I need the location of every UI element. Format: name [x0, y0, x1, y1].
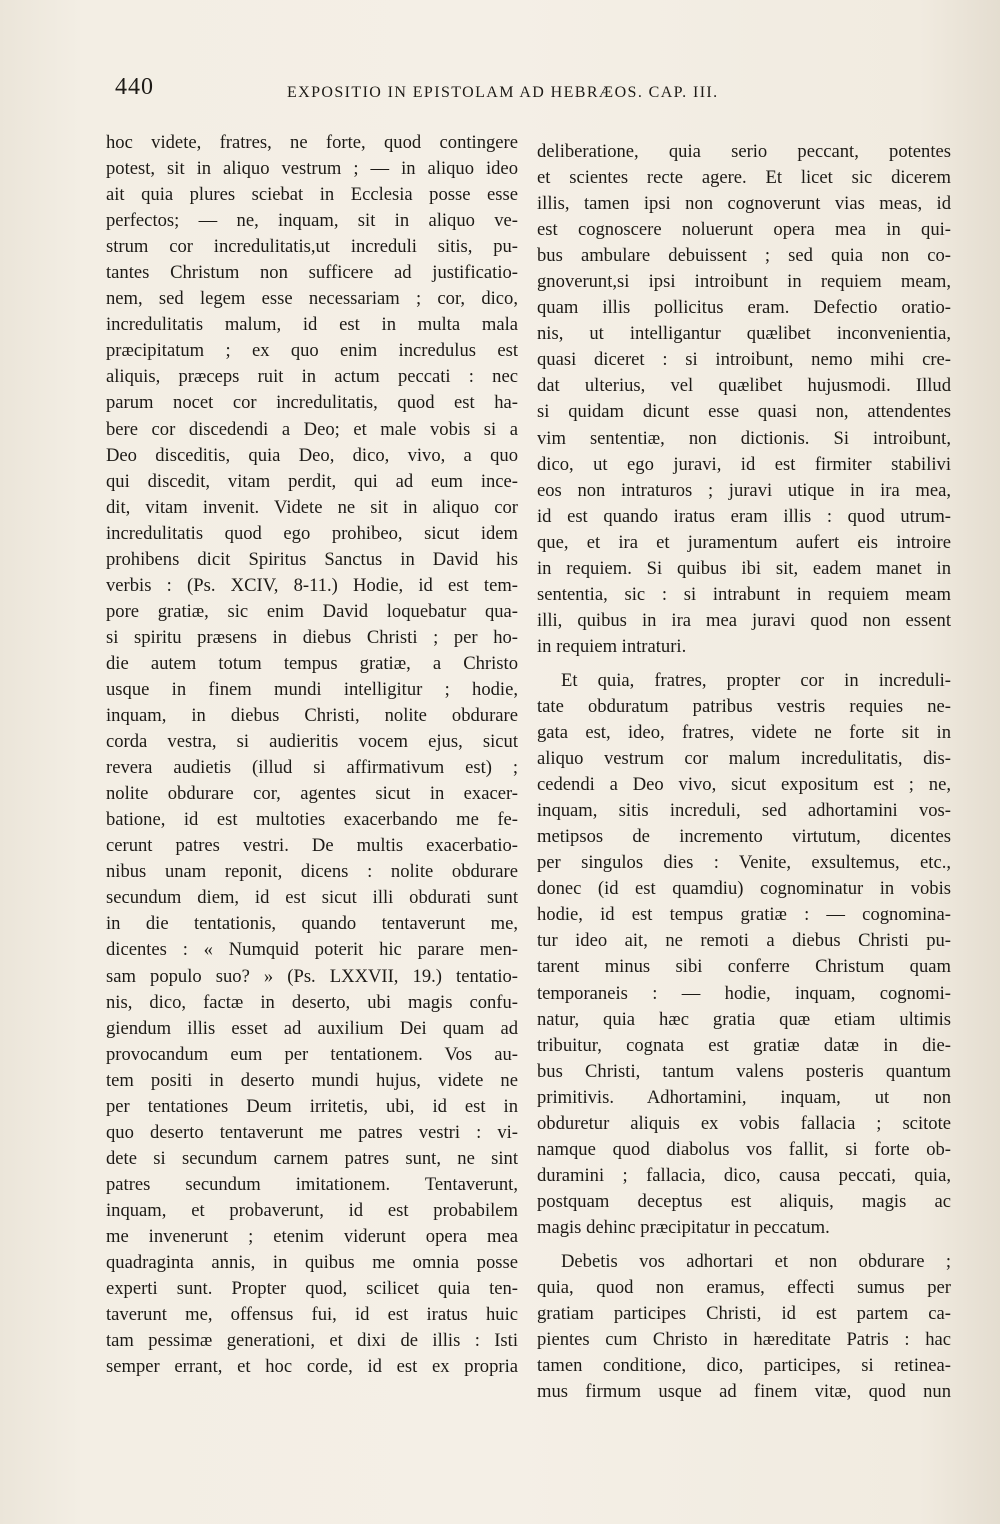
- text-line: si spiritu præsens in diebus Christi ; per ho-: [106, 626, 518, 648]
- text-line: nis, ut intelligantur quælibet inconvenientia,: [537, 323, 951, 345]
- text-line: giendum illis esset ad auxilium Dei quam ad: [106, 1017, 518, 1039]
- text-line: Et quia, fratres, propter cor in increduli-: [561, 669, 951, 691]
- text-line: primitivis. Adhortamini, inquam, ut non: [537, 1086, 951, 1108]
- text-line: inquam, et probaverunt, id est probabilem: [106, 1199, 518, 1221]
- text-line: bere cor discedendi a Deo; et male vobis si a: [106, 418, 518, 440]
- text-line: tribuitur, cognata est gratiæ datæ in die-: [537, 1034, 951, 1056]
- text-line: tur ideo ait, ne remoti a diebus Christi pu-: [537, 930, 951, 952]
- text-line: si quidam dicunt esse quasi non, attendentes: [537, 401, 951, 423]
- text-line: tate obduratum patribus vestris requies ne-: [537, 695, 951, 717]
- text-line: revera audietis (illud si affirmativum est) ;: [106, 757, 518, 779]
- text-line: semper errant, et hoc corde, id est ex propria: [106, 1356, 518, 1378]
- text-line: pientes cum Christo in hæreditate Patris : hac: [537, 1329, 951, 1351]
- text-line: nis, dico, factæ in deserto, ubi magis confu-: [106, 991, 518, 1013]
- text-line: sententia, sic : si intrabunt in requiem meam: [537, 583, 951, 605]
- text-line: obduretur aliquis ex vobis fallacia ; scitote: [537, 1112, 951, 1134]
- text-line: nolite obdurare cor, agentes sicut in exacer-: [106, 783, 518, 805]
- text-line: aliquo vestrum cor malum incredulitatis, dis-: [537, 748, 951, 770]
- text-line: temporaneis : — hodie, inquam, cognomi-: [537, 982, 951, 1004]
- text-line: bus ambulare debuissent ; sed quia non co-: [537, 245, 951, 267]
- text-line: dat ulterius, vel quælibet hujusmodi. Illud: [537, 375, 951, 397]
- text-line: per tentationes Deum irritetis, ubi, id est in: [106, 1095, 518, 1117]
- text-line: hoc videte, fratres, ne forte, quod contingere: [106, 132, 518, 153]
- text-line: inquam, in diebus Christi, nolite obdurare: [106, 705, 518, 727]
- text-line: namque quod diabolus vos fallit, si forte ob-: [537, 1138, 951, 1160]
- text-line: die autem totum tempus gratiæ, a Christo: [106, 652, 518, 674]
- text-line: hodie, id est tempus gratiæ : — cognomina-: [537, 904, 951, 926]
- text-line: præcipitatum ; ex quo enim incredulus est: [106, 340, 518, 362]
- text-line: incredulitatis quod ego prohibeo, sicut idem: [106, 522, 518, 544]
- text-line: corda vestra, si audieritis vocem ejus, sicut: [106, 731, 518, 753]
- text-line: me invenerunt ; etenim viderunt opera mea: [106, 1225, 518, 1247]
- text-line: gata est, ideo, fratres, videte ne forte sit in: [537, 722, 951, 744]
- text-line: patres secundum imitationem. Tentaverunt,: [106, 1173, 518, 1195]
- text-line: cedendi a Deo vivo, sicut expositum est ; ne,: [537, 774, 951, 796]
- text-line: ait quia plures sciebat in Ecclesia posse esse: [106, 184, 518, 206]
- text-line: tarent minus sibi conferre Christum quam: [537, 956, 951, 978]
- text-line: tem positi in deserto mundi hujus, videte ne: [106, 1069, 518, 1091]
- text-line: que, et ira et juramentum aufert eis introire: [537, 531, 951, 553]
- paragraph-gap: [537, 660, 951, 668]
- text-line: metipsos de incremento virtutum, dicentes: [537, 826, 951, 848]
- text-line: illis, tamen ipsi non cognoverunt vias meas, id: [537, 193, 951, 215]
- text-line: gnoverunt,si ipsi introibunt in requiem meam,: [537, 271, 951, 293]
- text-line: quam illis pollicitus eram. Defectio oratio-: [537, 297, 951, 319]
- text-line: deliberatione, quia serio peccant, potentes: [537, 141, 951, 162]
- text-line: verbis : (Ps. XCIV, 8-11.) Hodie, id est tem-: [106, 574, 518, 596]
- text-line: eos non intraturos ; juravi utique in ira mea,: [537, 479, 951, 501]
- text-line: usque in finem mundi intelligitur ; hodie,: [106, 678, 518, 700]
- page-header: [115, 74, 795, 114]
- text-line: in requiem. Si quibus ibi sit, eadem manet in: [537, 557, 951, 579]
- text-line: experti sunt. Propter quod, scilicet quia ten-: [106, 1278, 518, 1300]
- left-column: [106, 130, 518, 1380]
- text-line: qui discedit, vitam perdit, qui ad eum ince-: [106, 470, 518, 492]
- text-line: id est quando iratus eram illis : quod utrum-: [537, 505, 951, 527]
- text-line: quadraginta annis, in quibus me omnia posse: [106, 1252, 518, 1274]
- text-line: tamen conditione, dico, participes, si retinea-: [537, 1355, 951, 1377]
- text-line: sam populo suo? » (Ps. LXXVII, 19.) tentatio-: [106, 965, 518, 987]
- text-line: in requiem intraturi.: [537, 635, 687, 657]
- text-line: strum cor incredulitatis,ut increduli sitis, pu-: [106, 236, 518, 258]
- text-line: inquam, sitis increduli, sed adhortamini vos-: [537, 800, 951, 822]
- text-line: incredulitatis malum, id est in multa mala: [106, 314, 518, 336]
- text-line: dit, vitam invenit. Videte ne sit in aliquo cor: [106, 496, 518, 518]
- text-line: mus firmum usque ad finem vitæ, quod nun: [537, 1381, 951, 1403]
- text-line: quasi diceret : si introibunt, nemo mihi cre-: [537, 349, 951, 371]
- text-line: tantes Christum non sufficere ad justificatio-: [106, 262, 518, 284]
- text-line: natur, quia hæc gratia quæ etiam ultimis: [537, 1008, 951, 1030]
- text-line: in die tentationis, quando tentaverunt me,: [106, 913, 518, 935]
- page-number: 440: [115, 74, 154, 100]
- text-line: potest, sit in aliquo vestrum ; — in aliquo ideo: [106, 158, 518, 180]
- text-line: per singulos dies : Venite, exsultemus, etc.,: [537, 852, 951, 874]
- text-line: tam pessimæ generationi, et dixi de illis : Isti: [106, 1330, 518, 1352]
- running-title: EXPOSITIO IN EPISTOLAM AD HEBRÆOS. CAP. III.: [287, 84, 719, 101]
- text-line: magis dehinc præcipitatur in peccatum.: [537, 1216, 830, 1238]
- text-line: et scientes recte agere. Et licet sic dicerem: [537, 167, 951, 189]
- text-line: parum nocet cor incredulitatis, quod est ha-: [106, 392, 518, 414]
- text-line: quo deserto tentaverunt me patres vestri : vi-: [106, 1121, 518, 1143]
- text-line: taverunt me, offensus fui, id est iratus huic: [106, 1304, 518, 1326]
- text-line: dicentes : « Numquid poterit hic parare men-: [106, 939, 518, 961]
- text-line: bus Christi, tantum valens posteris quantum: [537, 1060, 951, 1082]
- text-line: gratiam participes Christi, id est partem ca-: [537, 1303, 951, 1325]
- text-line: cerunt patres vestri. De multis exacerbatio-: [106, 835, 518, 857]
- text-line: secundum diem, id est sicut illi obdurati sunt: [106, 887, 518, 909]
- text-line: est cognoscere noluerunt opera mea in qui-: [537, 219, 951, 241]
- text-line: Deo disceditis, quia Deo, dico, vivo, a quo: [106, 444, 518, 466]
- text-line: perfectos; — ne, inquam, sit in aliquo ve-: [106, 210, 518, 232]
- text-line: illi, quibus in ira mea juravi quod non essent: [537, 609, 951, 631]
- text-line: nibus unam reponit, dicens : nolite obdurare: [106, 861, 518, 883]
- paragraph-gap: [537, 1241, 951, 1249]
- text-line: batione, id est multoties exacerbando me fe-: [106, 809, 518, 831]
- text-line: duramini ; fallacia, dico, causa peccati, quia,: [537, 1164, 951, 1186]
- text-line: pore gratiæ, sic enim David loquebatur qua-: [106, 600, 518, 622]
- text-line: donec (id est quamdiu) cognominatur in vobis: [537, 878, 951, 900]
- text-line: vim sententiæ, non dictionis. Si introibunt,: [537, 427, 951, 449]
- text-line: aliquis, præceps ruit in actum peccati : nec: [106, 366, 518, 388]
- text-line: quia, quod non eramus, effecti sumus per: [537, 1277, 951, 1299]
- text-line: provocandum eum per tentationem. Vos au-: [106, 1043, 518, 1065]
- text-line: nem, sed legem esse necessariam ; cor, dico,: [106, 288, 518, 310]
- right-column: [537, 139, 951, 1405]
- text-line: prohibens dicit Spiritus Sanctus in David his: [106, 548, 518, 570]
- text-line: Debetis vos adhortari et non obdurare ;: [561, 1250, 951, 1272]
- text-line: dico, ut ego juravi, id est firmiter stabilivi: [537, 453, 951, 475]
- text-line: postquam deceptus est aliquis, magis ac: [537, 1190, 951, 1212]
- text-line: dete si secundum carnem patres sunt, ne sint: [106, 1147, 518, 1169]
